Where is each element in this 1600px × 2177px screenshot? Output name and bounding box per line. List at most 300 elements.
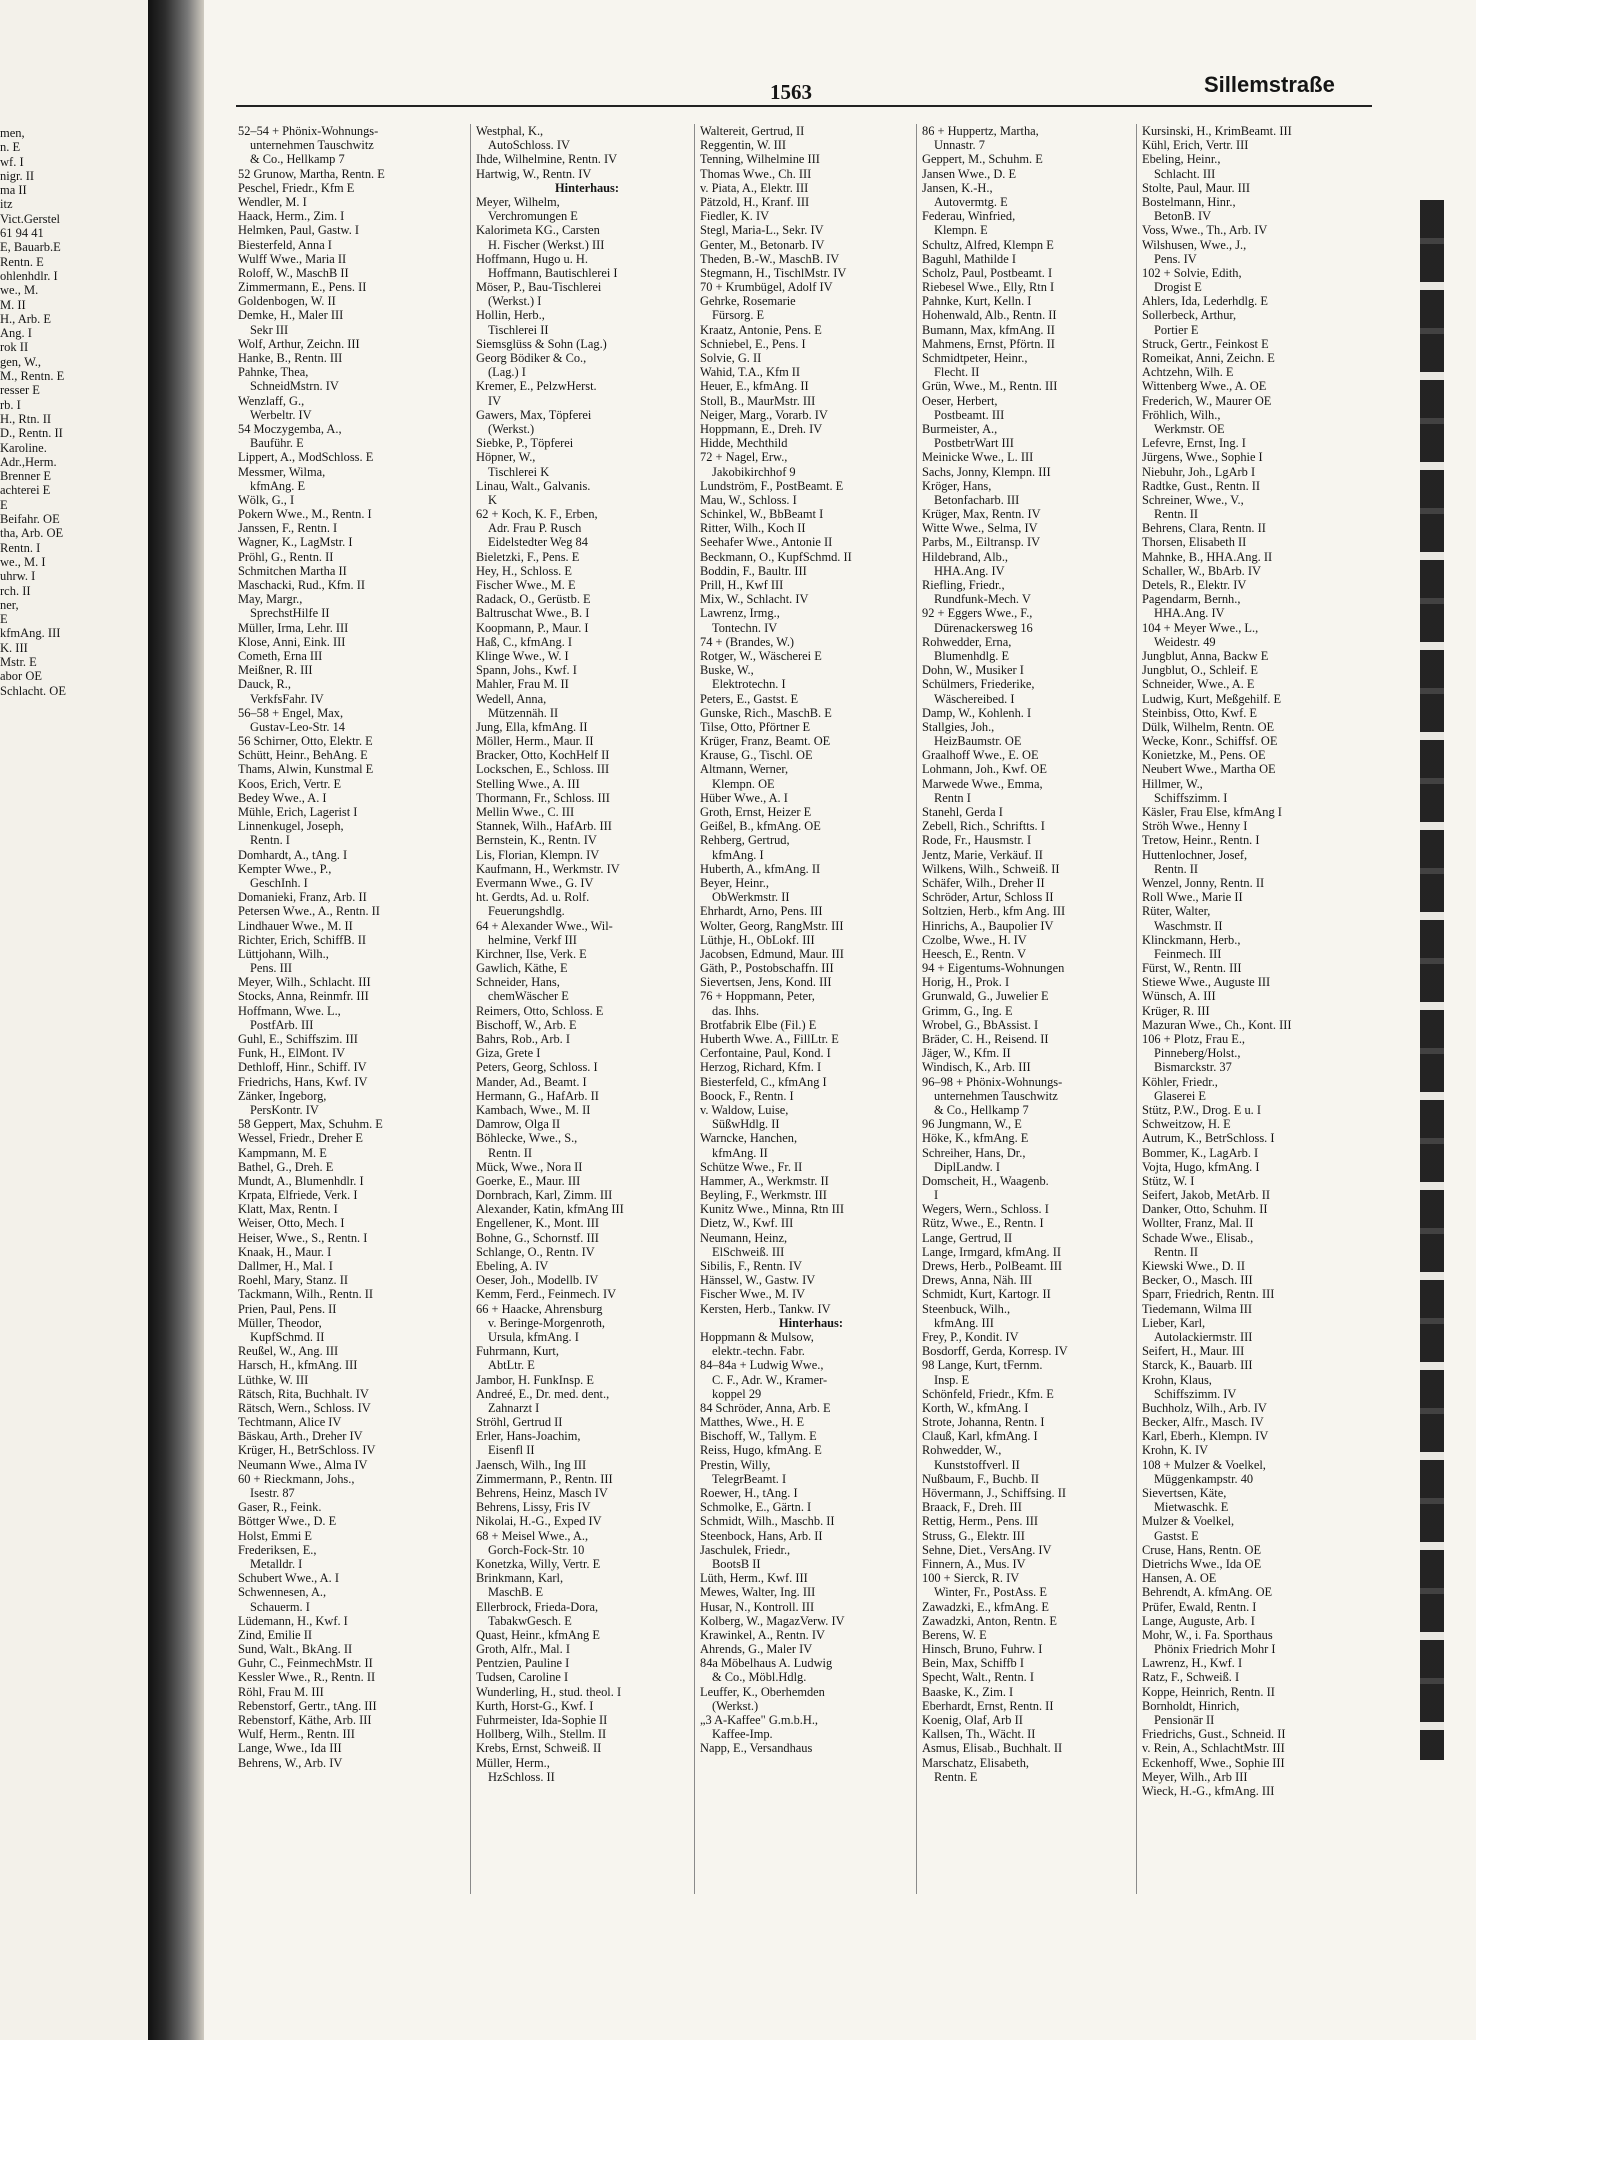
fragment-line: Brenner E <box>0 469 52 484</box>
directory-entry: Frey, P., Kondit. IV <box>922 1329 1019 1344</box>
directory-entry: Altmann, Werner, <box>700 762 789 777</box>
directory-entry: Kunitz Wwe., Minna, Rtn III <box>700 1202 844 1217</box>
directory-entry: Beyer, Heinr., <box>700 875 770 890</box>
directory-entry: Isestr. 87 <box>250 1486 295 1500</box>
directory-entry: Beyling, F., Werkmstr. III <box>700 1188 827 1203</box>
directory-entry: Maschacki, Rud., Kfm. II <box>238 578 365 592</box>
fragment-line: Adr.,Herm. <box>0 454 57 469</box>
directory-entry: Thomas Wwe., Ch. III <box>700 166 812 181</box>
directory-entry: Tischlerei K <box>488 464 550 479</box>
directory-entry: Huberth, A., kfmAng. II <box>700 861 821 876</box>
directory-entry: Peters, E., Gastst. E <box>700 691 799 706</box>
directory-entry: Radack, O., Gerüstb. E <box>476 592 591 607</box>
directory-entry: Erler, Hans-Joachim, <box>476 1429 581 1444</box>
directory-entry: Rohwedder, W., <box>922 1443 1002 1458</box>
directory-entry: Seifert, Jakob, MetArb. II <box>1142 1188 1271 1203</box>
directory-entry: Reiss, Hugo, kfmAng. E <box>700 1443 822 1458</box>
directory-entry: Reußel, W., Ang. III <box>238 1344 339 1359</box>
directory-entry: Kirchner, Ilse, Verk. E <box>476 946 587 961</box>
directory-entry: Kalorimeta KG., Carsten <box>476 223 600 238</box>
directory-entry: Koenig, Olaf, Arb II <box>922 1713 1023 1727</box>
directory-entry: Zimmermann, P., Rentn. III <box>476 1471 613 1486</box>
directory-entry: Rehberg, Gertrud, <box>700 833 790 848</box>
directory-entry: Schinkel, W., BbBeamt I <box>700 507 824 522</box>
directory-entry: Bernstein, K., Rentn. IV <box>476 833 597 848</box>
running-head: Sillemstraße <box>1204 72 1335 97</box>
directory-entry: Theden, B.-W., MaschB. IV <box>700 251 840 266</box>
directory-entry: Guhr, C., FeinmechMstr. II <box>238 1656 373 1671</box>
directory-entry: Lippert, A., ModSchloss. E <box>238 450 374 465</box>
directory-entry: Wendler, M. I <box>238 194 307 209</box>
directory-entry: Lange, Irmgard, kfmAng. II <box>922 1244 1062 1259</box>
directory-entry: Metalldr. I <box>250 1556 303 1571</box>
directory-entry: Koos, Erich, Vertr. E <box>238 776 342 791</box>
directory-entry: HHA.Ang. IV <box>934 563 1005 578</box>
fragment-line: H., Arb. E <box>0 311 52 326</box>
directory-entry: Guhl, E., Schiffszim. III <box>238 1032 358 1046</box>
directory-entry: Ihde, Wilhelmine, Rentn. IV <box>476 152 618 167</box>
directory-entry: Tenning, Wilhelmine III <box>700 152 820 167</box>
directory-entry: Wenzel, Jonny, Rentn. II <box>1142 875 1265 890</box>
directory-entry: Feinmech. III <box>1154 946 1222 961</box>
directory-entry: Dallmer, H., Mal. I <box>238 1259 333 1273</box>
directory-entry: ElSchweiß. III <box>712 1244 785 1259</box>
directory-entry: Reimers, Otto, Schloss. E <box>476 1003 604 1018</box>
directory-entry: Baltruschat Wwe., B. I <box>476 606 590 621</box>
fragment-line: rok II <box>0 340 29 355</box>
directory-entry: Schiffszimm. I <box>1154 790 1228 805</box>
directory-entry: Prestin, Willy, <box>700 1457 771 1472</box>
directory-entry: & Co., Hellkamp 7 <box>934 1102 1029 1117</box>
directory-entry: Neumann Wwe., Alma IV <box>238 1457 368 1472</box>
directory-entry: Gaser, R., Feink. <box>238 1500 322 1515</box>
directory-entry: Lindhauer Wwe., M. II <box>238 918 353 933</box>
directory-entry: Biesterfeld, Anna I <box>238 237 332 252</box>
directory-entry: Stelling Wwe., A. III <box>476 776 580 791</box>
directory-entry: Oeser, Herbert, <box>922 393 998 408</box>
directory-entry: Waschmstr. II <box>1154 918 1223 933</box>
directory-entry: Bischoff, W., Tallym. E <box>700 1429 817 1444</box>
directory-entry: Hoppmann, E., Dreh. IV <box>700 421 823 436</box>
directory-column-5 <box>1142 124 1364 1798</box>
directory-entry: Tischlerei II <box>488 322 549 337</box>
directory-entry: Verchromungen E <box>488 209 578 224</box>
fragment-line: E <box>0 612 8 627</box>
directory-entry: Feuerungshdlg. <box>488 904 565 919</box>
directory-entry: Finnern, A., Mus. IV <box>922 1556 1026 1571</box>
directory-entry: das. Ihhs. <box>712 1003 760 1018</box>
fragment-line: nigr. II <box>0 168 35 183</box>
directory-entry: Schmidt, Kurt, Kartogr. II <box>922 1287 1051 1302</box>
column-divider <box>1136 124 1137 1894</box>
directory-entry: Schubert Wwe., A. I <box>238 1571 339 1586</box>
directory-entry: Krohn, Klaus, <box>1142 1372 1212 1387</box>
directory-entry: Ehrhardt, Arno, Pens. III <box>700 904 823 919</box>
fragment-line: ma II <box>0 183 27 198</box>
directory-entry: ht. Gerdts, Ad. u. Rolf. <box>476 890 590 905</box>
directory-entry: Linau, Walt., Galvanis. <box>476 478 591 493</box>
directory-entry: Bahrs, Rob., Arb. I <box>476 1032 570 1046</box>
directory-entry: Meißner, R. III <box>238 663 313 678</box>
directory-entry: Prill, H., Kwf III <box>700 578 784 592</box>
directory-entry: Herzog, Richard, Kfm. I <box>700 1060 822 1075</box>
directory-entry: KupfSchmd. II <box>250 1329 325 1344</box>
directory-entry: H. Fischer (Werkst.) III <box>488 237 605 252</box>
fragment-line: ner, <box>0 597 19 612</box>
directory-entry: Buchholz, Wilh., Arb. IV <box>1142 1400 1267 1415</box>
directory-entry: 76 + Hoppmann, Peter, <box>700 989 815 1004</box>
directory-entry: Schlacht. III <box>1154 166 1216 181</box>
directory-entry: kfmAng. E <box>250 478 306 493</box>
directory-entry: Siebke, P., Töpferei <box>476 436 574 451</box>
fragment-line: E <box>0 497 8 512</box>
fragment-line: Schlacht. OE <box>0 683 66 698</box>
directory-entry: Flecht. II <box>934 365 980 380</box>
directory-entry: kfmAng. III <box>934 1315 994 1330</box>
directory-entry: Sparr, Friedrich, Rentn. III <box>1142 1287 1275 1302</box>
directory-entry: Hoffmann, Hugo u. H. <box>476 251 588 266</box>
directory-entry: Zind, Emilie II <box>238 1627 312 1642</box>
directory-entry: Tudsen, Caroline I <box>476 1670 569 1685</box>
directory-entry: Mulzer & Voelkel, <box>1142 1514 1235 1529</box>
directory-entry: Helmken, Paul, Gastw. I <box>238 223 360 238</box>
directory-entry: Fuhrmann, Kurt, <box>476 1344 559 1359</box>
directory-entry: Rütz, Wwe., E., Rentn. I <box>922 1216 1044 1231</box>
directory-entry: 100 + Sierck, R. IV <box>922 1571 1020 1586</box>
directory-entry: Sund, Walt., BkAng. II <box>238 1642 353 1657</box>
directory-entry: Rentn. I <box>250 833 290 848</box>
directory-entry: Cruse, Hans, Rentn. OE <box>1142 1542 1262 1557</box>
directory-entry: TelegrBeamt. I <box>712 1471 787 1486</box>
directory-entry: Becker, O., Masch. III <box>1142 1273 1253 1288</box>
directory-entry: koppel 29 <box>712 1386 762 1401</box>
directory-entry: Portier E <box>1154 322 1199 337</box>
directory-entry: 52–54 + Phönix-Wohnungs- <box>238 124 379 138</box>
directory-entry: 102 + Solvie, Edith, <box>1142 265 1242 280</box>
fragment-line: tha, Arb. OE <box>0 526 64 541</box>
directory-entry: Dürenackersweg 16 <box>934 620 1033 635</box>
directory-entry: Koppe, Heinrich, Rentn. II <box>1142 1684 1275 1699</box>
directory-entry: 104 + Meyer Wwe., L., <box>1142 620 1259 635</box>
directory-entry: Krpata, Elfriede, Verk. I <box>238 1188 358 1203</box>
directory-entry: Schönfeld, Friedr., Kfm. E <box>922 1386 1054 1401</box>
directory-entry: 72 + Nagel, Erw., <box>700 450 788 465</box>
directory-entry: Ursula, kfmAng. I <box>488 1329 579 1344</box>
directory-entry: Mühle, Erich, Lagerist I <box>238 805 358 819</box>
directory-entry: Dethloff, Hinr., Schiff. IV <box>238 1060 367 1075</box>
directory-entry: C. F., Adr. W., Kramer- <box>712 1372 828 1387</box>
directory-entry: May, Margr., <box>238 592 303 607</box>
directory-entry: Kraatz, Antonie, Pens. E <box>700 322 822 337</box>
directory-entry: Witte Wwe., Selma, IV <box>922 521 1038 536</box>
directory-entry: Wilkens, Wilh., Schweiß. II <box>922 861 1060 876</box>
directory-entry: Ratz, F., Schweiß. I <box>1142 1670 1240 1685</box>
directory-entry: 92 + Eggers Wwe., F., <box>922 606 1033 621</box>
directory-entry: Kolberg, W., MagazVerw. IV <box>700 1613 845 1628</box>
directory-entry: Beckmann, O., KupfSchmd. II <box>700 549 852 564</box>
directory-entry: Hänssel, W., Gastw. IV <box>700 1273 816 1288</box>
directory-entry: Lockschen, E., Schloss. III <box>476 762 610 777</box>
directory-entry: Eidelstedter Weg 84 <box>488 535 588 550</box>
directory-entry: Messmer, Wilma, <box>238 464 326 479</box>
directory-entry: Bauführ. E <box>250 436 304 451</box>
directory-entry: Lange, Gertrud, II <box>922 1230 1013 1245</box>
directory-entry: Sollerbeck, Arthur, <box>1142 308 1237 323</box>
directory-entry: Wollter, Franz, Mal. II <box>1142 1216 1254 1231</box>
page-number: 1563 <box>770 80 812 104</box>
directory-entry: Wunderling, H., stud. theol. I <box>476 1684 622 1699</box>
directory-entry: MaschB. E <box>488 1585 544 1600</box>
directory-entry: Hinrichs, A., Baupolier IV <box>922 918 1054 933</box>
directory-entry: Evermann Wwe., G. IV <box>476 875 594 890</box>
directory-entry: Struss, G., Elektr. III <box>922 1528 1025 1543</box>
directory-entry: Riebesel Wwe., Elly, Rtn I <box>922 280 1055 295</box>
directory-entry: Kühl, Erich, Vertr. III <box>1142 138 1249 153</box>
directory-entry: Stocks, Anna, Reinmfr. III <box>238 989 369 1004</box>
directory-entry: Bedey Wwe., A. I <box>238 790 327 805</box>
directory-entry: Wedell, Anna, <box>476 691 547 706</box>
fragment-line: rb. I <box>0 397 21 412</box>
fragment-line: ohlenhdlr. I <box>0 268 58 283</box>
directory-entry: Boock, F., Rentn. I <box>700 1088 794 1103</box>
directory-entry: Kremer, E., PelzwHerst. <box>476 379 597 394</box>
directory-entry: Mahmens, Ernst, Pförtn. II <box>922 336 1055 351</box>
directory-entry: Harsch, H., kfmAng. III <box>238 1358 358 1373</box>
directory-entry: Oeser, Joh., Modellb. IV <box>476 1273 599 1288</box>
directory-entry: IV <box>488 393 502 408</box>
directory-entry: Schweitzow, H. E <box>1142 1117 1231 1132</box>
directory-entry: Jäger, W., Kfm. II <box>922 1046 1011 1061</box>
page-edge-shadow <box>1420 200 1444 1760</box>
directory-entry: Schäfer, Wilh., Dreher II <box>922 875 1045 890</box>
directory-entry: Marwede Wwe., Emma, <box>922 776 1043 791</box>
directory-entry: Krüger, Franz, Beamt. OE <box>700 734 831 749</box>
directory-entry: Insp. E <box>934 1372 970 1387</box>
directory-entry: Höke, K., kfmAng. E <box>922 1131 1029 1146</box>
directory-entry: Krebs, Ernst, Schweiß. II <box>476 1741 602 1756</box>
directory-entry: Struck, Gertr., Feinkost E <box>1142 336 1269 351</box>
directory-entry: Hoffmann, Bautischlerei I <box>488 265 618 280</box>
directory-entry: Schütze Wwe., Fr. II <box>700 1159 803 1174</box>
directory-entry: Röhl, Frau M. III <box>238 1684 324 1699</box>
directory-entry: Pröhl, G., Rentn. II <box>238 549 334 564</box>
directory-entry: Baguhl, Mathilde I <box>922 251 1016 266</box>
directory-entry: Schniebel, E., Pens. I <box>700 336 806 351</box>
directory-entry: Lüttjohann, Wilh., <box>238 946 329 961</box>
directory-entry: Wagner, K., LagMstr. I <box>238 535 353 550</box>
directory-entry: Detels, R., Elektr. IV <box>1142 578 1247 592</box>
directory-entry: Georg Bödiker & Co., <box>476 351 587 365</box>
directory-entry: Tilse, Otto, Pförtner E <box>700 719 811 734</box>
directory-entry: Cometh, Erna III <box>238 648 323 663</box>
directory-entry: Zawadzki, E., kfmAng. E <box>922 1599 1049 1614</box>
directory-entry: Wäschereibed. I <box>934 691 1015 706</box>
directory-entry: Mellin Wwe., C. III <box>476 805 575 819</box>
directory-entry: Mietwaschk. E <box>1154 1500 1229 1515</box>
fragment-line: men, <box>0 126 25 140</box>
directory-entry: Schmidt, Wilh., Maschb. II <box>700 1514 835 1529</box>
directory-entry: Hanke, B., Rentn. III <box>238 351 343 365</box>
directory-entry: Stolte, Paul, Maur. III <box>1142 180 1251 195</box>
directory-entry: Hoppmann & Mulsow, <box>700 1329 814 1344</box>
directory-entry: Janssen, F., Rentn. I <box>238 521 338 536</box>
directory-entry: AutoSchloss. IV <box>488 138 570 153</box>
directory-entry: Wenzlaff, G., <box>238 393 305 408</box>
directory-entry: Wrobel, G., BbAssist. I <box>922 1017 1039 1032</box>
fragment-line: abor OE <box>0 669 42 684</box>
directory-entry: Jansen Wwe., D. E <box>922 166 1017 181</box>
directory-entry: elektr.-techn. Fabr. <box>712 1344 805 1359</box>
directory-entry: Möller, Herm., Maur. II <box>476 734 594 749</box>
directory-entry: Rentn I <box>934 790 971 805</box>
directory-entry: Bornholdt, Hinrich, <box>1142 1698 1240 1713</box>
directory-entry: Rentn. II <box>1154 1244 1199 1259</box>
directory-entry: Fröhlich, Wilh., <box>1142 407 1221 422</box>
directory-entry: Jaschulek, Friedr., <box>700 1542 791 1557</box>
directory-entry: Dietrichs Wwe., Ida OE <box>1142 1556 1262 1571</box>
directory-entry: Koopmann, P., Maur. I <box>476 620 589 635</box>
directory-entry: Jaensch, Wilh., Ing III <box>476 1457 587 1472</box>
directory-entry: Kampmann, M. E <box>238 1145 327 1160</box>
directory-entry: Fürsorg. E <box>712 308 765 323</box>
directory-entry: Kunststoffverl. II <box>934 1457 1020 1472</box>
directory-entry: Wahid, T.A., Kfm II <box>700 365 801 380</box>
directory-entry: Ludwig, Kurt, Meßgehilf. E <box>1142 691 1282 706</box>
directory-entry: Wecke, Konr., Schiffsf. OE <box>1142 734 1278 749</box>
directory-entry: Klose, Anni, Eink. III <box>238 634 346 649</box>
directory-entry: Sievertsen, Jens, Kond. III <box>700 975 832 990</box>
directory-entry: Horig, H., Prok. I <box>922 975 1010 990</box>
directory-entry: Zawadzki, Anton, Rentn. E <box>922 1613 1057 1628</box>
directory-entry: Schultz, Alfred, Klempn E <box>922 237 1054 252</box>
directory-entry: HzSchloss. II <box>488 1769 555 1784</box>
directory-entry: Mazuran Wwe., Ch., Kont. III <box>1142 1017 1292 1032</box>
directory-entry: Riefling, Friedr., <box>922 578 1005 592</box>
fragment-line: rch. II <box>0 583 31 598</box>
directory-entry: Hinsch, Bruno, Fuhrw. I <box>922 1642 1043 1657</box>
directory-entry: Pentzien, Pauline I <box>476 1656 570 1671</box>
directory-entry: Domscheit, H., Waagenb. <box>922 1173 1049 1188</box>
directory-entry: Werkmstr. OE <box>1154 421 1225 436</box>
directory-entry: Ebeling, A. IV <box>476 1259 549 1273</box>
directory-entry: HHA.Ang. IV <box>1154 606 1225 621</box>
directory-entry: Behrens, W., Arb. IV <box>238 1755 343 1770</box>
directory-entry: unternehmen Tauschwitz <box>250 138 374 153</box>
directory-entry: Becker, Alfr., Masch. IV <box>1142 1415 1264 1430</box>
directory-entry: Behrendt, A. kfmAng. OE <box>1142 1585 1273 1600</box>
directory-entry: Kursinski, H., KrimBeamt. III <box>1142 124 1292 138</box>
directory-entry: Braack, F., Dreh. III <box>922 1500 1022 1515</box>
directory-entry: Hoffmann, Wwe. L., <box>238 1003 341 1018</box>
book-gutter <box>148 0 204 2040</box>
directory-entry: Roll Wwe., Marie II <box>1142 890 1243 905</box>
directory-entry: Schneider, Wwe., A. E <box>1142 677 1255 692</box>
directory-entry: Brinkmann, Karl, <box>476 1571 564 1586</box>
directory-entry: 86 + Huppertz, Martha, <box>922 124 1039 138</box>
directory-entry: PostbetrWart III <box>934 436 1014 451</box>
directory-entry: Drews, Anna, Näh. III <box>922 1273 1033 1288</box>
directory-entry: I <box>934 1188 939 1203</box>
directory-entry: Rohwedder, Erna, <box>922 634 1012 649</box>
scan-margin <box>1476 0 1600 2177</box>
directory-entry: (Werkst.) <box>488 421 535 436</box>
directory-entry: Bosdorff, Gerda, Korresp. IV <box>922 1344 1068 1359</box>
directory-entry: Reggentin, W. III <box>700 138 787 153</box>
directory-entry: (Lag.) I <box>488 365 526 380</box>
directory-entry: Bieletzki, F., Pens. E <box>476 549 580 564</box>
directory-entry: Wulff Wwe., Maria II <box>238 251 347 266</box>
directory-entry: Sibilis, F., Rentn. IV <box>700 1259 802 1273</box>
directory-entry: Ströhl, Gertrud II <box>476 1415 563 1430</box>
fragment-line: H., Rtn. II <box>0 411 52 426</box>
directory-entry: Steenbock, Hans, Arb. II <box>700 1528 823 1543</box>
directory-entry: Jentz, Marie, Verkäuf. II <box>922 847 1043 862</box>
directory-entry: Peschel, Friedr., Kfm E <box>238 180 355 195</box>
fragment-line: n. E <box>0 140 21 155</box>
directory-entry: Alexander, Katin, kfmAng III <box>476 1202 624 1217</box>
directory-entry: unternehmen Tauschwitz <box>934 1088 1058 1103</box>
directory-entry: Groth, Alfr., Mal. I <box>476 1642 570 1657</box>
directory-entry: Neiger, Marg., Vorarb. IV <box>700 407 828 422</box>
fragment-line: achterei E <box>0 483 51 498</box>
directory-entry: Hollberg, Wilh., Stellm. II <box>476 1727 607 1742</box>
directory-entry: Hammer, A., Werkmstr. II <box>700 1173 829 1188</box>
directory-entry: Wittenberg Wwe., A. OE <box>1142 379 1267 394</box>
directory-entry: Huberth Wwe. A., FillLtr. E <box>700 1032 839 1046</box>
directory-entry: Klatt, Max, Rentn. I <box>238 1202 338 1217</box>
directory-entry: Heuer, E., kfmAng. II <box>700 379 809 394</box>
directory-entry: Sievertsen, Käte, <box>1142 1486 1227 1500</box>
column-divider <box>470 124 471 1894</box>
directory-entry: Meyer, Wilh., Schlacht. III <box>238 975 371 990</box>
directory-entry: Lefevre, Ernst, Ing. I <box>1142 436 1246 451</box>
fragment-line: itz <box>0 197 13 212</box>
directory-entry: TabakwGesch. E <box>488 1613 572 1628</box>
directory-entry: Drews, Herb., PolBeamt. III <box>922 1259 1063 1273</box>
directory-entry: Huttenlochner, Josef, <box>1142 847 1248 862</box>
directory-entry: Wegers, Wern., Schloss. I <box>922 1202 1049 1217</box>
directory-entry: Mander, Ad., Beamt. I <box>476 1074 587 1089</box>
directory-entry: Weiser, Otto, Mech. I <box>238 1216 345 1231</box>
directory-entry: 84a Möbelhaus A. Ludwig <box>700 1656 833 1671</box>
directory-entry: Zimmermann, E., Pens. II <box>238 280 367 295</box>
directory-entry: Danker, Otto, Schuhm. II <box>1142 1202 1268 1217</box>
directory-entry: Kambach, Wwe., M. II <box>476 1102 591 1117</box>
directory-entry: Hey, H., Schloss. E <box>476 563 572 578</box>
directory-entry: Gäth, P., Postobschaffn. III <box>700 961 834 976</box>
fragment-line: we., M. <box>0 283 39 298</box>
directory-entry: Rentn. II <box>1154 861 1199 876</box>
directory-entry: Giza, Grete I <box>476 1046 541 1061</box>
directory-entry: ObWerkmstr. II <box>712 890 790 905</box>
directory-entry: Haack, Herm., Zim. I <box>238 209 345 224</box>
directory-entry: PostfArb. III <box>250 1017 314 1032</box>
directory-entry: Adr. Frau P. Rusch <box>488 521 582 536</box>
directory-entry: Lüthke, W. III <box>238 1372 309 1387</box>
directory-entry: Romeikat, Anni, Zeichn. E <box>1142 351 1275 365</box>
directory-entry: Nikolai, H.-G., Exped IV <box>476 1514 602 1529</box>
directory-entry: Rüter, Walter, <box>1142 904 1211 919</box>
directory-entry: Knaak, H., Maur. I <box>238 1244 332 1259</box>
directory-entry: Schreiher, Hans, Dr., <box>922 1145 1026 1160</box>
directory-entry: Ellerbrock, Frieda-Dora, <box>476 1599 599 1614</box>
directory-entry: Tontechn. IV <box>712 620 778 635</box>
directory-entry: Hidde, Mechthild <box>700 436 788 451</box>
directory-entry: Husar, N., Kontroll. III <box>700 1599 815 1614</box>
directory-entry: Rätsch, Rita, Buchhalt. IV <box>238 1386 369 1401</box>
directory-entry: Neubert Wwe., Martha OE <box>1142 762 1276 777</box>
directory-entry: Hildebrand, Alb., <box>922 549 1009 564</box>
